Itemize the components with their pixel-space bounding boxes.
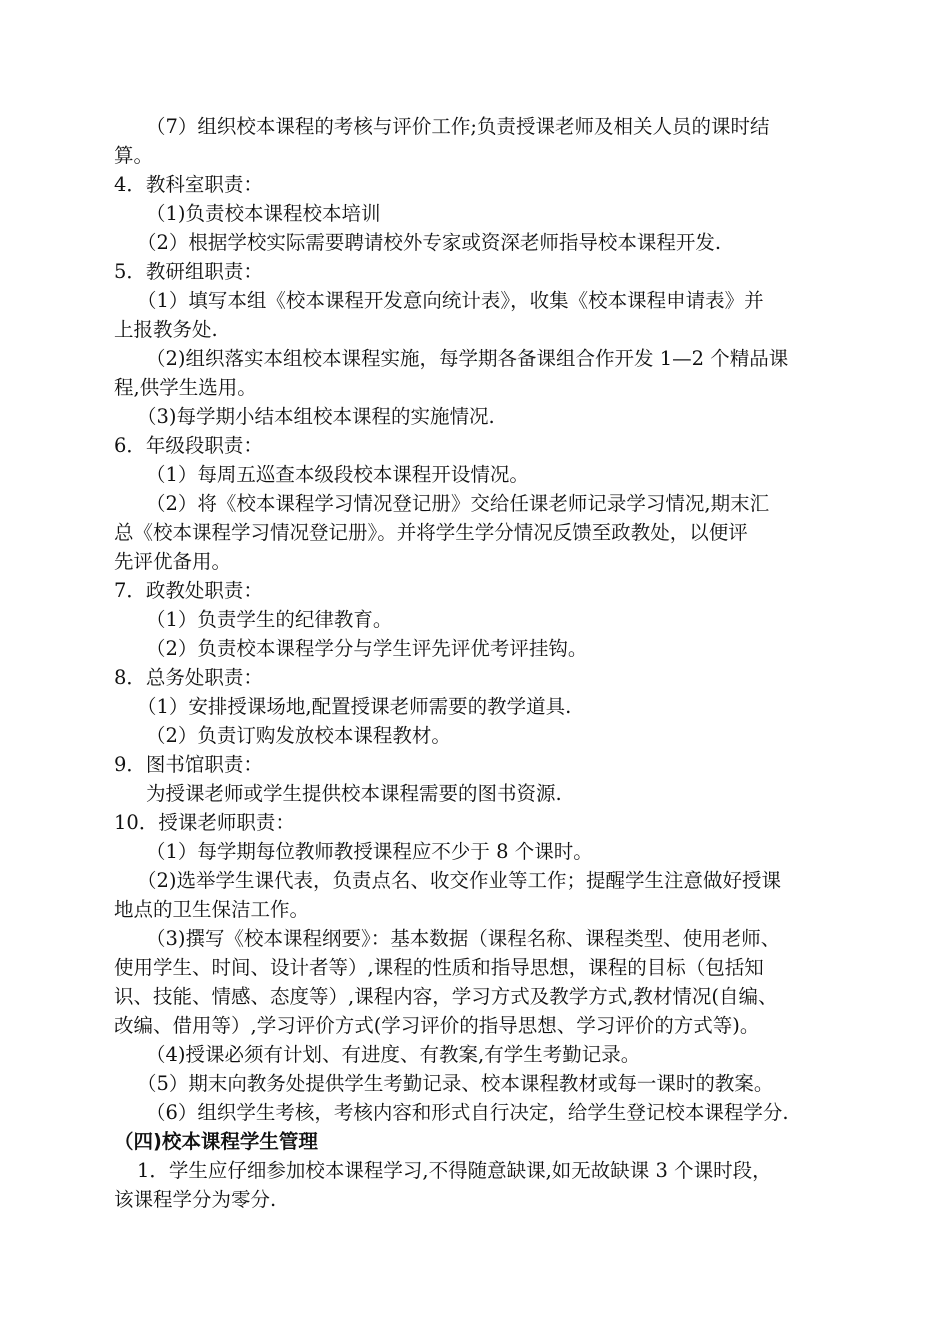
text-line: 5．教研组职责： (114, 260, 263, 283)
section-heading: （四)校本课程学生管理 (114, 1130, 318, 1153)
text-line: （1）每周五巡查本级段校本课程开设情况。 (146, 463, 529, 486)
text-line: 10．授课老师职责： (114, 811, 295, 834)
text-line: （1）每学期每位教师教授课程应不少于 8 个课时。 (146, 840, 593, 863)
text-line: 先评优备用。 (114, 550, 232, 573)
text-line: （2)选举学生课代表，负责点名、收交作业等工作；提醒学生注意做好授课 (137, 869, 782, 892)
text-line: 上报教务处. (114, 318, 218, 341)
text-line: 地点的卫生保洁工作。 (114, 898, 310, 921)
text-line: 识、技能、情感、态度等）,课程内容，学习方式及教学方式,教材情况(自编、 (114, 985, 778, 1008)
text-line: 改编、借用等）,学习评价方式(学习评价的指导思想、学习评价的方式等)。 (114, 1014, 760, 1037)
document-body (114, 112, 874, 1214)
text-line: （4)授课必须有计划、有进度、有教案,有学生考勤记录。 (146, 1043, 641, 1066)
text-line: （1)负责校本课程校本培训 (146, 202, 381, 225)
text-line: 使用学生、时间、设计者等）,课程的性质和指导思想，课程的目标（包括知 (114, 956, 764, 979)
text-line: 为授课老师或学生提供校本课程需要的图书资源. (146, 782, 562, 805)
text-line: （1）负责学生的纪律教育。 (146, 608, 393, 631)
text-line: 9．图书馆职责： (114, 753, 263, 776)
text-line: 6．年级段职责： (114, 434, 263, 457)
text-line: （2）将《校本课程学习情况登记册》交给任课老师记录学习情况,期末汇 (146, 492, 770, 515)
text-line: （1）安排授课场地,配置授课老师需要的教学道具. (137, 695, 572, 718)
text-line: （1）填写本组《校本课程开发意向统计表》，收集《校本课程申请表》并 (137, 289, 764, 312)
text-line: 4．教科室职责： (114, 173, 263, 196)
text-line: 7．政教处职责： (114, 579, 263, 602)
text-line: （2）根据学校实际需要聘请校外专家或资深老师指导校本课程开发. (137, 231, 722, 254)
text-line: 程,供学生选用。 (114, 376, 257, 399)
text-line: （7）组织校本课程的考核与评价工作;负责授课老师及相关人员的课时结 (146, 115, 770, 138)
text-line: （2）负责校本课程学分与学生评先评优考评挂钩。 (146, 637, 588, 660)
text-line: 该课程学分为零分. (114, 1188, 277, 1211)
text-line: （2）负责订购发放校本课程教材。 (146, 724, 451, 747)
text-line: （6）组织学生考核，考核内容和形式自行决定，给学生登记校本课程学分. (146, 1101, 789, 1124)
text-line: （2)组织落实本组校本课程实施，每学期各备课组合作开发 1—2 个精品课 (146, 347, 789, 370)
text-line: （3)撰写《校本课程纲要》：基本数据（课程名称、课程类型、使用老师、 (146, 927, 781, 950)
text-line: 1．学生应仔细参加校本课程学习,不得随意缺课,如无故缺课 3 个课时段， (137, 1159, 772, 1182)
text-line: （3)每学期小结本组校本课程的实施情况. (137, 405, 495, 428)
text-line: 总《校本课程学习情况登记册》。并将学生学分情况反馈至政教处，以便评 (114, 521, 748, 544)
text-line: 8．总务处职责： (114, 666, 263, 689)
text-line: （5）期末向教务处提供学生考勤记录、校本课程教材或每一课时的教案。 (137, 1072, 774, 1095)
text-line: 算。 (114, 144, 154, 167)
